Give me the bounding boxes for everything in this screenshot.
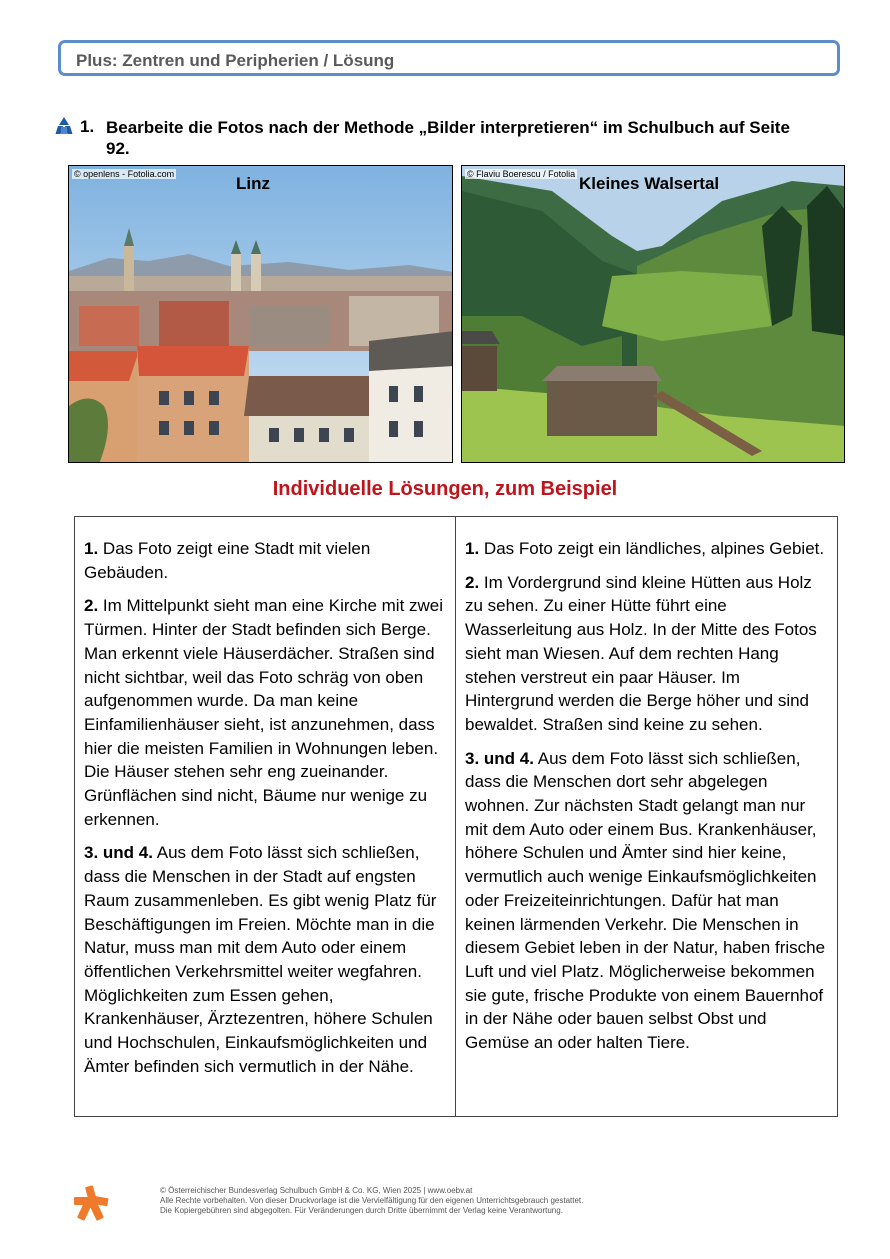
answer-number: 2. xyxy=(84,596,99,616)
answer-paragraph xyxy=(84,537,447,584)
solutions-heading: Individuelle Lösungen, zum Beispiel xyxy=(272,478,618,500)
answer-text: Im Mittelpunkt sieht man eine Kirche mit zwei Türmen. Hinter der Stadt befinden sich Berge. Man erkennt viele Häuserdächer. Straßen sind nicht sichtbar, weil das Foto schräg von oben aufgenommen wurde. Da man keine Einfamilienhäuser sieht, ist anzunehmen, dass hier die meisten Familien in Wohnungen leben. Die Häuser stehen sehr eng zueinander. Grünflächen sind nicht, Bäume nur wenige zu erkennen. xyxy=(84,596,444,829)
linz-city-image xyxy=(69,166,453,463)
answer-text: Aus dem Foto lässt sich schließen, dass die Menschen dort sehr abgelegen wohnen. Zur nächsten Stadt gelangt man nur mit dem Auto oder einem Bus. Krankenhäuser, höhere Schulen und Ämter sind hier keine, vermutlich auch wenige Einkaufsmöglichkeiten oder Freizeiteinrichtungen. Dafür hat man keinen lärmenden Verkehr. Die Menschen in diesem Gebiet leben in der Natur, haben frische Luft und viel Platz. Möglicherweise bekommen sie gute, frische Produkte von einem Bauernhof in der Nähe oder bauen selbst Obst und Gemüse an oder halten Tiere. xyxy=(465,748,826,1053)
photo-label: Linz xyxy=(236,174,270,193)
photo-linz xyxy=(68,165,453,463)
photo-credit: © openlens - Fotolia.com xyxy=(74,169,175,179)
answer-text: Aus dem Foto lässt sich schließen, dass die Menschen in der Stadt auf engsten Raum zusammenleben. Es gibt wenig Platz für Beschäftigungen im Freien. Möchte man in die Natur, muss man mit dem Auto oder einem öffentlichen Verkehrsmittel weiter wegfahren. Möglichkeiten zum Essen gehen, Krankenhäuser, Ärztezentren, höhere Schulen und Hochschulen, Einkaufsmöglichkeiten und Ämter befinden sich vermutlich in der Nähe. xyxy=(84,843,437,1076)
answer-paragraph xyxy=(84,594,447,831)
answer-number: 2. xyxy=(465,572,480,592)
photo-kleines-walsertal xyxy=(461,165,845,463)
footer-line: Die Kopiergebühren sind abgegolten. Für Veränderungen durch Dritte übernimmt der Verlag keine Verantwortung. xyxy=(160,1206,563,1215)
answer-paragraph xyxy=(84,841,447,1078)
task-instruction: Bearbeite die Fotos nach der Methode „Bilder interpretieren“ im Schulbuch auf Seite 92. xyxy=(106,118,790,158)
answer-paragraph xyxy=(465,747,829,1055)
answer-number: 3. und 4. xyxy=(84,843,153,863)
task-number: 1. xyxy=(80,117,95,136)
photo-credit: © Flaviu Boerescu / Fotolia xyxy=(467,169,576,179)
answer-text: Im Vordergrund sind kleine Hütten aus Holz zu sehen. Zu einer Hütte führt eine Wasserleitung aus Holz. In der Mitte des Fotos sieht man Wiesen. Auf dem rechten Hang stehen verstreut ein paar Häuser. Im Hintergrund werden die Berge höher und sind bewaldet. Straßen sind keine zu sehen. xyxy=(465,572,817,734)
walsertal-valley-image xyxy=(462,166,845,463)
answer-text: Das Foto zeigt ein ländliches, alpines Gebiet. xyxy=(479,539,825,558)
answer-text: Das Foto zeigt eine Stadt mit vielen Gebäuden. xyxy=(84,539,371,582)
answer-number: 1. xyxy=(465,539,480,558)
footer-line: Alle Rechte vorbehalten. Von dieser Druckvorlage ist die Vervielfältigung für den eigenen Unterrichtsgebrauch gestattet. xyxy=(160,1196,584,1205)
answer-number: 3. und 4. xyxy=(465,748,534,768)
answer-column-walsertal xyxy=(456,517,837,1116)
footer-copyright xyxy=(160,1186,583,1216)
photo-label: Kleines Walsertal xyxy=(579,174,720,193)
header-box xyxy=(58,40,840,76)
answer-paragraph xyxy=(465,571,829,737)
page-title: Plus: Zentren und Peripherien / Lösung xyxy=(76,51,395,70)
answer-paragraph xyxy=(465,537,829,561)
triangle-stack-icon xyxy=(54,117,74,135)
answer-number: 1. xyxy=(84,539,99,558)
answer-table xyxy=(74,516,838,1117)
oebv-star-logo xyxy=(72,1184,110,1222)
answer-column-linz xyxy=(75,517,456,1116)
footer-line: © Österreichischer Bundesverlag Schulbuch GmbH & Co. KG, Wien 2025 | www.oebv.at xyxy=(160,1186,473,1195)
